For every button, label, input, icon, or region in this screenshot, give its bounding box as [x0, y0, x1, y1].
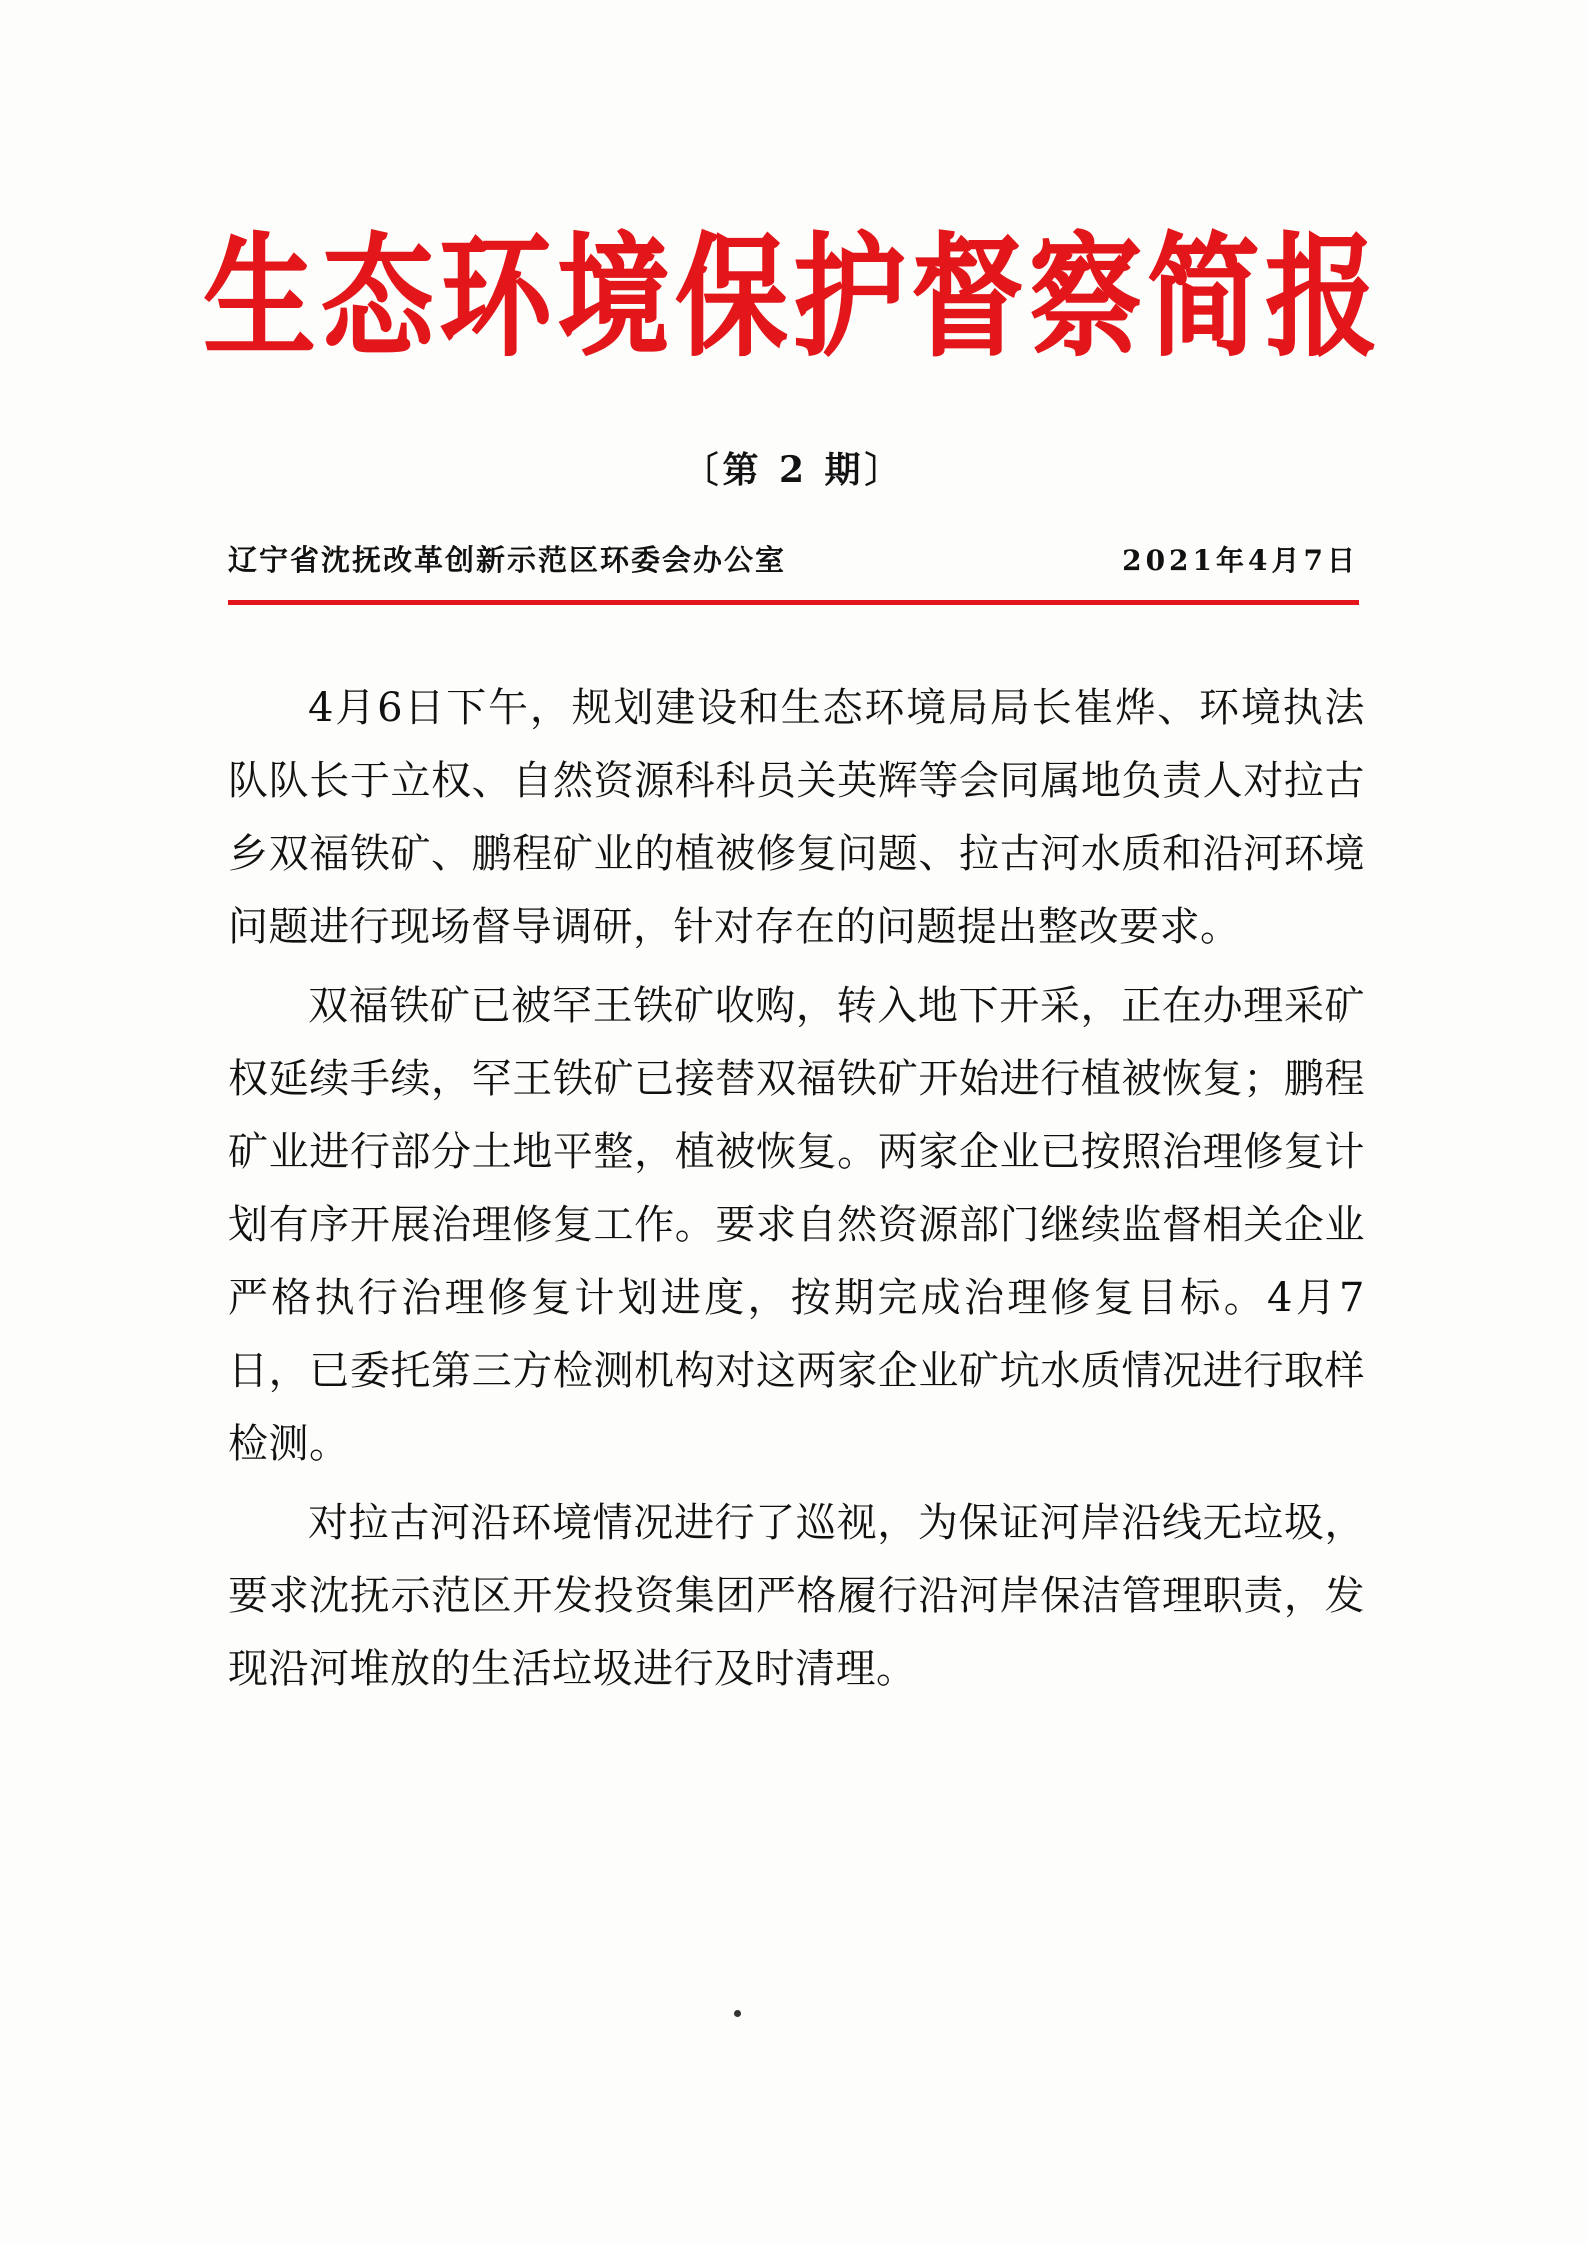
footer-mark	[734, 2010, 741, 2017]
header-rule	[228, 600, 1359, 605]
byline	[228, 538, 1359, 579]
masthead-title: 生态环境保护督察简报	[203, 220, 1384, 375]
issue-number: 〔第 2 期〕	[682, 449, 905, 491]
masthead	[0, 220, 1587, 375]
issue-date: 2021年4月7日	[1122, 544, 1359, 577]
issuing-office: 辽宁省沈抚改革创新示范区环委会办公室	[228, 543, 787, 577]
body-paragraph: 对拉古河沿环境情况进行了巡视，为保证河岸沿线无垃圾，要求沈抚示范区开发投资集团严格履行沿河岸保洁管理职责，发现沿河堆放的生活垃圾进行及时清理。	[228, 1500, 1365, 1692]
body-paragraph: 4月6日下午，规划建设和生态环境局局长崔烨、环境执法队队长于立权、自然资源科科员关英辉等会同属地负责人对拉古乡双福铁矿、鹏程矿业的植被修复问题、拉古河水质和沿河环境问题进行现场督导调研，针对存在的问题提出整改要求。	[228, 685, 1365, 950]
body-text	[228, 672, 1365, 1712]
body-paragraph: 双福铁矿已被罕王铁矿收购，转入地下开采，正在办理采矿权延续手续，罕王铁矿已接替双福铁矿开始进行植被恢复；鹏程矿业进行部分土地平整，植被恢复。两家企业已按照治理修复计划有序开展治理修复工作。要求自然资源部门继续监督相关企业严格执行治理修复计划进度，按期完成治理修复目标。4月7日，已委托第三方检测机构对这两家企业矿坑水质情况进行取样检测。	[228, 983, 1365, 1467]
